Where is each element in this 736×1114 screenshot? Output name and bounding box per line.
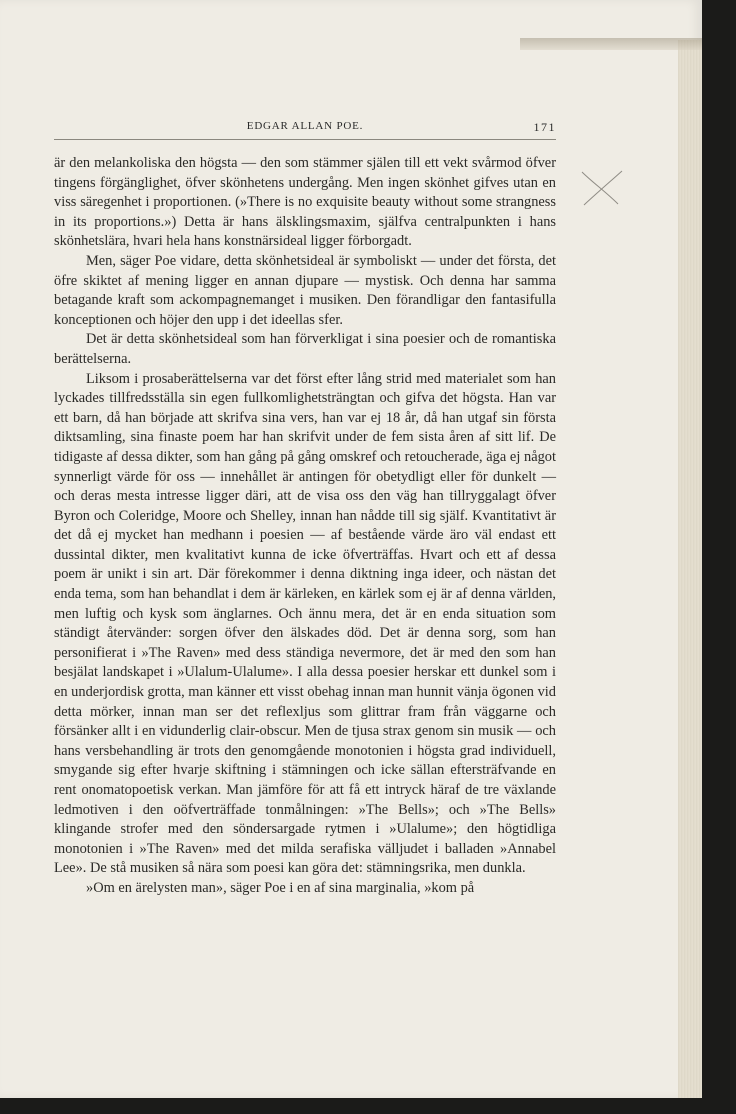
- paragraph-5: »Om en ärelysten man», säger Poe i en af sina marginalia, »kom på: [86, 879, 475, 896]
- paragraph-3: Det är detta skönhetsideal som han förverkligat i sina poesier och de romantiska berättelserna.: [54, 331, 556, 367]
- header-rule: [54, 139, 556, 140]
- body-text: [54, 154, 556, 899]
- paragraph-2: Men, säger Poe vidare, detta skönhetsideal är symboliskt — under det första, det öfre skiktet af mening ligger en annan djupare — mystisk. Och denna har samma betagande kraft som ackompagnemanget i musiken. Den förandligar den fantasifulla konceptionen och höjer den upp i det ideellas sfer.: [54, 252, 556, 328]
- page-top-shadow: [520, 38, 702, 50]
- pencil-cross-mark-icon: [578, 168, 626, 208]
- running-title: EDGAR ALLAN POE.: [246, 120, 364, 132]
- page-number: 171: [533, 120, 556, 134]
- paragraph-4: Liksom i prosaberättelserna var det först efter lång strid med materialet som han lyckades tillfredsställa sin egen fullkomlighetsträngtan och gifva det högsta. Han var ett barn, då han började att skrifva sina vers, han var ej 18 år, då han utgaf sin första diktsamling, sina finaste poem har han skrifvit under de fem sista åren af sitt lif. De tidigaste af dessa dikter, som han gång på gång omskref och retoucherade, äga ej något synnerligt värde för oss — innehållet är antingen för obetydligt eller för dunkelt — och deras mesta intresse ligger däri, att de visa oss den väg han tillryggalagt öfver Byron och Coleridge, Moore och Shelley, innan han nådde till sig själf. Kvantitativt är det då ej mycket han medhann i poesien — af bestående värde äro väl endast ett dussintal dikter, men kvalitativt kunna de icke öfverträffas. Hvart och ett af dessa poem är unikt i sin art. Där förekommer i denna diktning inga ideer, och nästan det enda tema, som han behandlat i dem är kärleken, en kärlek som ej är af denna världen, men luftig och kysk som änglarnes. Och ännu mera, det är en enda situation som ständigt återvänder: sorgen öfver den älskades död. Det är denna sorg, som han personifierat i »The Raven» med dess ständiga nevermore, det är med den som han besjälat landskapet i »Ulalum-Ulalume». I alla dessa poesier herskar ett dunkel som i en underjordisk grotta, man känner ett visst obehag innan man hunnit vänja ögonen vid detta mörker, innan man ser det reflexljus som glittrar fram från väggarne och försänker allt i en vidunderlig clair-obscur. Men de tjusa strax genom sin musik — och hans versbehandling är trots den genomgående monotonien i högsta grad individuell, smygande sig efter hvarje skiftning i stämningen och icke sällan eftersträfvande en rent onomatopoetisk verkan. Man jämföre för att få ett intryck häraf de tre växlande ledmotiven i den oöfverträffade tonmålningen: »The Bells»; och »The Bells» klingande strofer med den söndersargade rytmen i »Ulalume»; den högtidliga monotonien i »The Raven» med det milda serafiska välljudet i balladen »Annabel Lee». De stå musiken så nära som poesi kan göra det: stämningsrika, men dunkla.: [54, 370, 556, 877]
- paragraph-1: är den melankoliska den högsta — den som stämmer själen till ett vekt svårmod öfver tingens förgänglighet, öfver skönhetens undergång. Men ingen skönhet gifves utan en viss säregenhet i proportionen. (»There is no exquisite beauty without some strangness in its proportions.») Detta är hans älsklingsmaxim, själfva centralpunkten i hans skönhetslära, hvari hela hans konstnärsideal ligger förborgadt.: [54, 155, 556, 250]
- page-edge-shading: [678, 40, 702, 1098]
